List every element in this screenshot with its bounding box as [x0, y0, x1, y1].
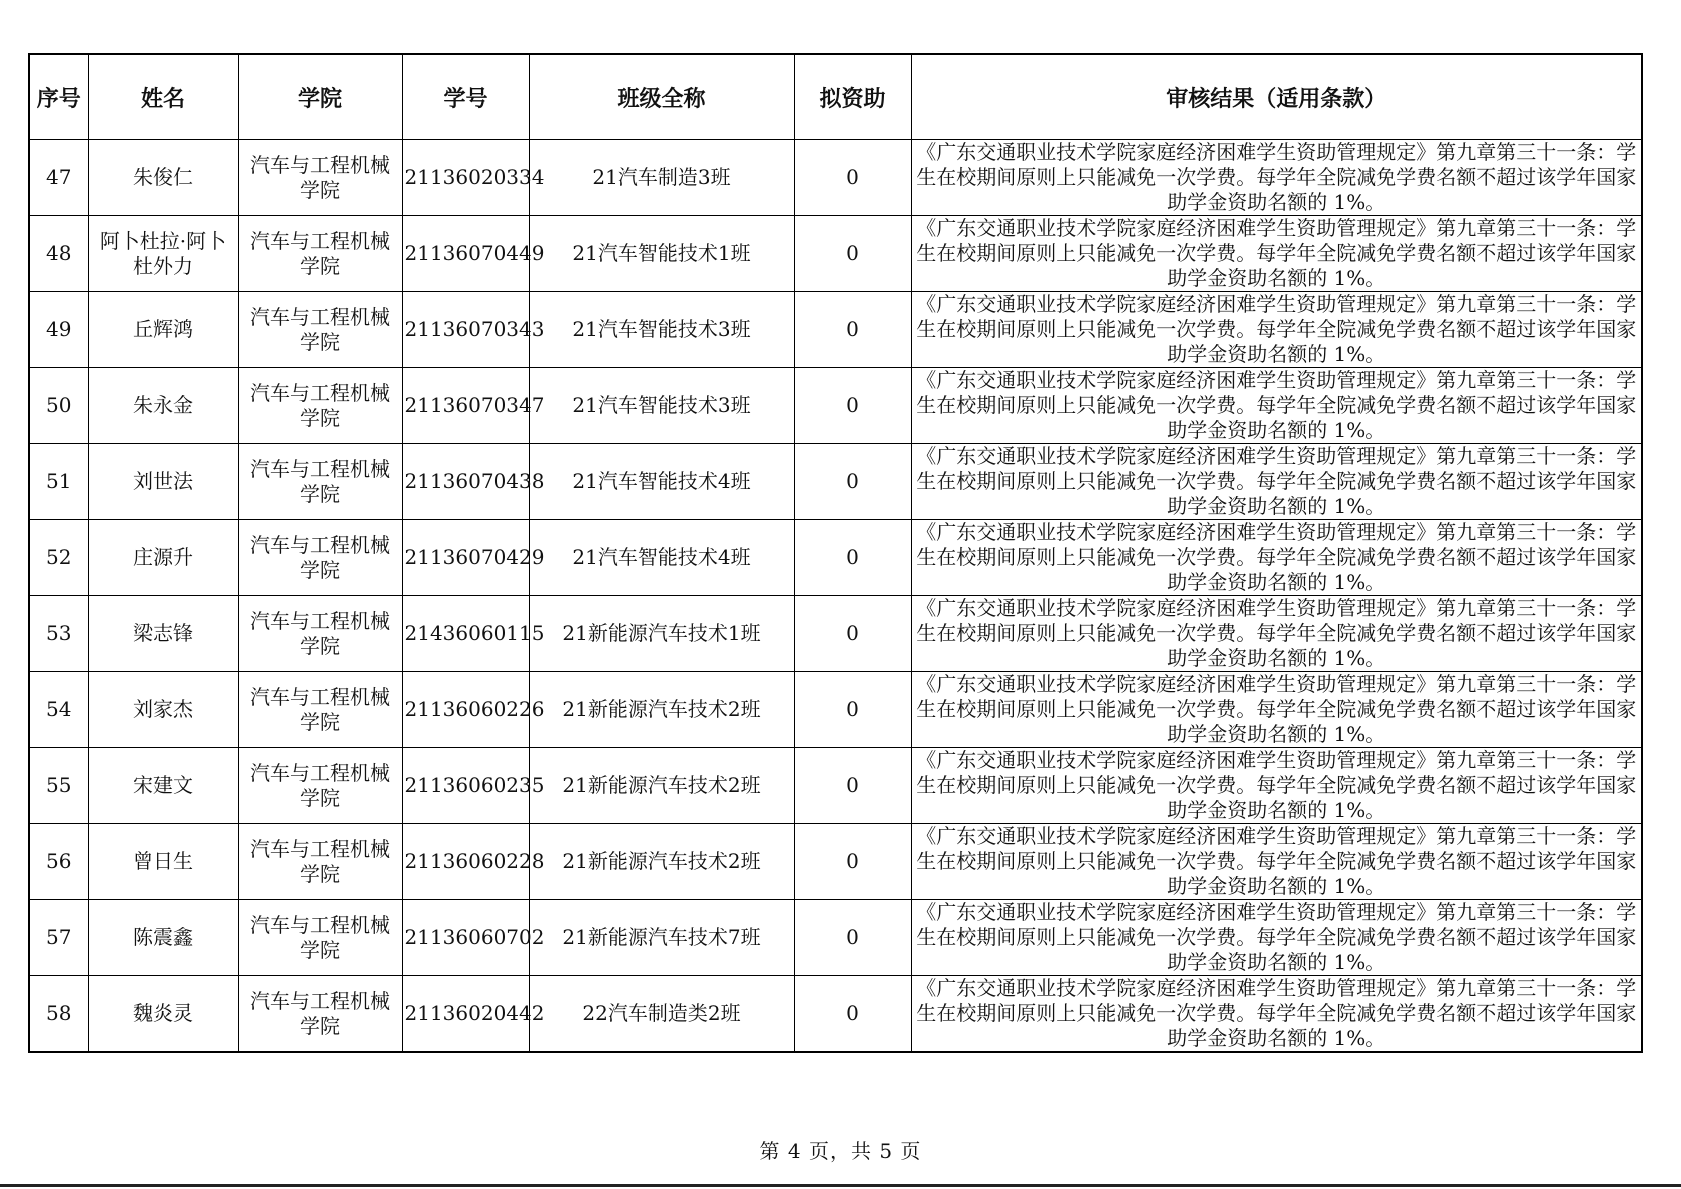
cell-student-id: 21136070438: [402, 444, 529, 520]
cell-college: 汽车与工程机械学院: [238, 672, 402, 748]
cell-result: 《广东交通职业技术学院家庭经济困难学生资助管理规定》第九章第三十一条：学生在校期间原则上只能减免一次学费。每学年全院减免学费名额不超过该学年国家助学金资助名额的 1%。: [911, 444, 1642, 520]
cell-aid: 0: [794, 140, 911, 216]
cell-college: 汽车与工程机械学院: [238, 292, 402, 368]
cell-aid: 0: [794, 900, 911, 976]
table-row: [29, 976, 1642, 1053]
cell-class: 21新能源汽车技术2班: [529, 824, 794, 900]
cell-name: 刘家杰: [88, 672, 238, 748]
cell-aid: 0: [794, 292, 911, 368]
cell-class: 21新能源汽车技术2班: [529, 672, 794, 748]
cell-seq: 54: [29, 672, 88, 748]
cell-college: 汽车与工程机械学院: [238, 976, 402, 1053]
cell-aid: 0: [794, 672, 911, 748]
cell-result: 《广东交通职业技术学院家庭经济困难学生资助管理规定》第九章第三十一条：学生在校期间原则上只能减免一次学费。每学年全院减免学费名额不超过该学年国家助学金资助名额的 1%。: [911, 900, 1642, 976]
cell-college: 汽车与工程机械学院: [238, 216, 402, 292]
cell-class: 21新能源汽车技术7班: [529, 900, 794, 976]
cell-student-id: 21136070449: [402, 216, 529, 292]
cell-college: 汽车与工程机械学院: [238, 520, 402, 596]
table-row: [29, 140, 1642, 216]
cell-name: 丘辉鸿: [88, 292, 238, 368]
cell-seq: 52: [29, 520, 88, 596]
cell-aid: 0: [794, 520, 911, 596]
table-row: [29, 900, 1642, 976]
header-class: 班级全称: [529, 54, 794, 140]
page-bottom-rule: [0, 1184, 1681, 1187]
cell-seq: 53: [29, 596, 88, 672]
cell-student-id: 21136070429: [402, 520, 529, 596]
table-row: [29, 368, 1642, 444]
cell-name: 魏炎灵: [88, 976, 238, 1053]
cell-class: 21汽车制造3班: [529, 140, 794, 216]
cell-name: 陈震鑫: [88, 900, 238, 976]
header-name: 姓名: [88, 54, 238, 140]
cell-name: 梁志锋: [88, 596, 238, 672]
cell-seq: 51: [29, 444, 88, 520]
cell-student-id: 21136060235: [402, 748, 529, 824]
cell-name: 宋建文: [88, 748, 238, 824]
cell-aid: 0: [794, 976, 911, 1053]
cell-seq: 58: [29, 976, 88, 1053]
cell-result: 《广东交通职业技术学院家庭经济困难学生资助管理规定》第九章第三十一条：学生在校期间原则上只能减免一次学费。每学年全院减免学费名额不超过该学年国家助学金资助名额的 1%。: [911, 976, 1642, 1053]
table-row: [29, 292, 1642, 368]
cell-result: 《广东交通职业技术学院家庭经济困难学生资助管理规定》第九章第三十一条：学生在校期间原则上只能减免一次学费。每学年全院减免学费名额不超过该学年国家助学金资助名额的 1%。: [911, 140, 1642, 216]
cell-student-id: 21136020442: [402, 976, 529, 1053]
cell-college: 汽车与工程机械学院: [238, 824, 402, 900]
cell-aid: 0: [794, 824, 911, 900]
cell-aid: 0: [794, 748, 911, 824]
cell-aid: 0: [794, 368, 911, 444]
table-body: [29, 140, 1642, 1053]
cell-college: 汽车与工程机械学院: [238, 140, 402, 216]
cell-result: 《广东交通职业技术学院家庭经济困难学生资助管理规定》第九章第三十一条：学生在校期间原则上只能减免一次学费。每学年全院减免学费名额不超过该学年国家助学金资助名额的 1%。: [911, 596, 1642, 672]
cell-college: 汽车与工程机械学院: [238, 596, 402, 672]
cell-student-id: 21136070343: [402, 292, 529, 368]
cell-name: 阿卜杜拉·阿卜杜外力: [88, 216, 238, 292]
cell-student-id: 21136070347: [402, 368, 529, 444]
table-row: [29, 824, 1642, 900]
cell-class: 21新能源汽车技术2班: [529, 748, 794, 824]
table-row: [29, 520, 1642, 596]
cell-seq: 47: [29, 140, 88, 216]
cell-name: 朱俊仁: [88, 140, 238, 216]
cell-seq: 55: [29, 748, 88, 824]
cell-student-id: 21136020334: [402, 140, 529, 216]
header-seq: 序号: [29, 54, 88, 140]
cell-name: 庄源升: [88, 520, 238, 596]
cell-class: 21新能源汽车技术1班: [529, 596, 794, 672]
cell-name: 朱永金: [88, 368, 238, 444]
cell-college: 汽车与工程机械学院: [238, 368, 402, 444]
table-row: [29, 596, 1642, 672]
cell-student-id: 21436060115: [402, 596, 529, 672]
cell-college: 汽车与工程机械学院: [238, 444, 402, 520]
table-row: [29, 444, 1642, 520]
cell-result: 《广东交通职业技术学院家庭经济困难学生资助管理规定》第九章第三十一条：学生在校期间原则上只能减免一次学费。每学年全院减免学费名额不超过该学年国家助学金资助名额的 1%。: [911, 748, 1642, 824]
header-aid: 拟资助: [794, 54, 911, 140]
cell-class: 22汽车制造类2班: [529, 976, 794, 1053]
header-student-id: 学号: [402, 54, 529, 140]
cell-seq: 57: [29, 900, 88, 976]
cell-result: 《广东交通职业技术学院家庭经济困难学生资助管理规定》第九章第三十一条：学生在校期间原则上只能减免一次学费。每学年全院减免学费名额不超过该学年国家助学金资助名额的 1%。: [911, 292, 1642, 368]
header-result: 审核结果（适用条款）: [911, 54, 1642, 140]
header-college: 学院: [238, 54, 402, 140]
cell-result: 《广东交通职业技术学院家庭经济困难学生资助管理规定》第九章第三十一条：学生在校期间原则上只能减免一次学费。每学年全院减免学费名额不超过该学年国家助学金资助名额的 1%。: [911, 824, 1642, 900]
cell-student-id: 21136060226: [402, 672, 529, 748]
cell-aid: 0: [794, 444, 911, 520]
cell-seq: 56: [29, 824, 88, 900]
cell-class: 21汽车智能技术3班: [529, 368, 794, 444]
cell-aid: 0: [794, 596, 911, 672]
page-number: 第 4 页，共 5 页: [759, 1139, 922, 1163]
cell-result: 《广东交通职业技术学院家庭经济困难学生资助管理规定》第九章第三十一条：学生在校期间原则上只能减免一次学费。每学年全院减免学费名额不超过该学年国家助学金资助名额的 1%。: [911, 520, 1642, 596]
cell-seq: 50: [29, 368, 88, 444]
cell-result: 《广东交通职业技术学院家庭经济困难学生资助管理规定》第九章第三十一条：学生在校期间原则上只能减免一次学费。每学年全院减免学费名额不超过该学年国家助学金资助名额的 1%。: [911, 368, 1642, 444]
cell-class: 21汽车智能技术3班: [529, 292, 794, 368]
table-header-row: [29, 54, 1642, 140]
cell-seq: 49: [29, 292, 88, 368]
table-row: [29, 216, 1642, 292]
cell-college: 汽车与工程机械学院: [238, 900, 402, 976]
cell-aid: 0: [794, 216, 911, 292]
aid-review-table: [28, 53, 1643, 1053]
cell-class: 21汽车智能技术1班: [529, 216, 794, 292]
cell-result: 《广东交通职业技术学院家庭经济困难学生资助管理规定》第九章第三十一条：学生在校期间原则上只能减免一次学费。每学年全院减免学费名额不超过该学年国家助学金资助名额的 1%。: [911, 672, 1642, 748]
cell-student-id: 21136060702: [402, 900, 529, 976]
cell-class: 21汽车智能技术4班: [529, 444, 794, 520]
table-row: [29, 748, 1642, 824]
cell-seq: 48: [29, 216, 88, 292]
cell-college: 汽车与工程机械学院: [238, 748, 402, 824]
cell-student-id: 21136060228: [402, 824, 529, 900]
cell-result: 《广东交通职业技术学院家庭经济困难学生资助管理规定》第九章第三十一条：学生在校期间原则上只能减免一次学费。每学年全院减免学费名额不超过该学年国家助学金资助名额的 1%。: [911, 216, 1642, 292]
cell-name: 曾日生: [88, 824, 238, 900]
table-row: [29, 672, 1642, 748]
cell-name: 刘世法: [88, 444, 238, 520]
cell-class: 21汽车智能技术4班: [529, 520, 794, 596]
